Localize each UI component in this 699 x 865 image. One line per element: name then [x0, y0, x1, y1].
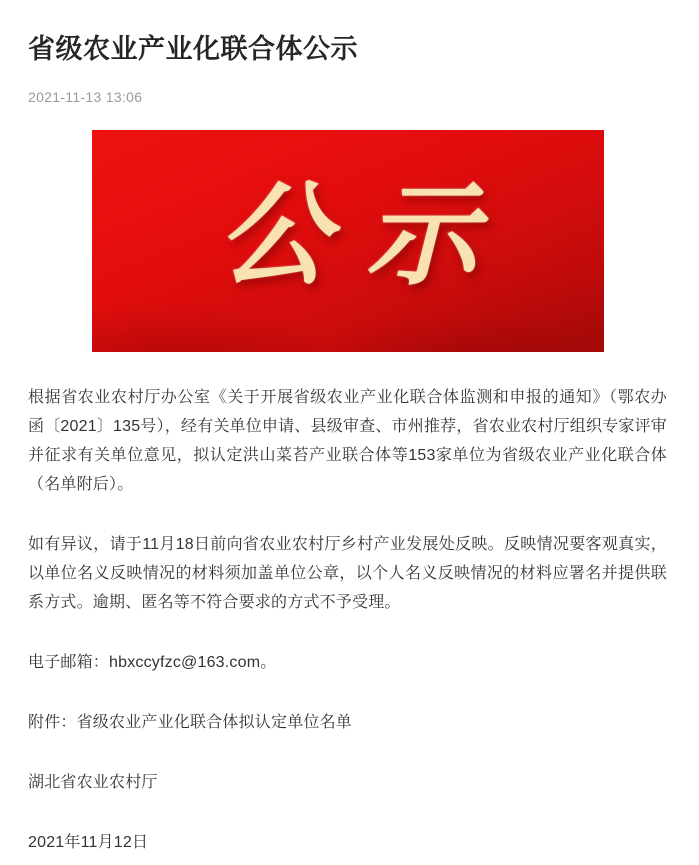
publish-time: 2021-11-13 13:06 — [28, 89, 143, 106]
paragraph-intro: 根据省农业农村厅办公室《关于开展省级农业产业化联合体监测和申报的通知》（鄂农办函〔2021〕135号），经有关单位申请、县级审查、市州推荐，省农业农村厅组织专家评审并征求有关单位意见，拟认定洪山菜苔产业联合体等153家单位为省级农业产业化联合体（名单附后）。 — [28, 389, 667, 494]
page-title: 省级农业产业化联合体公示 — [28, 34, 358, 64]
paragraph-email: 电子邮箱：hbxccyfzc@163.com。 — [28, 654, 277, 672]
paragraph-agency-signature: 湖北省农业农村厅 — [28, 774, 158, 792]
paragraph-objection: 如有异议，请于11月18日前向省农业农村厅乡村产业发展处反映。反映情况要客观真实，以单位名义反映情况的材料须加盖单位公章，以个人名义反映情况的材料应署名并提供联系方式。逾期、匿名等不符合要求的方式不予受理。 — [28, 536, 667, 612]
article-body — [28, 383, 667, 857]
notice-banner-image — [92, 130, 604, 352]
paragraph-issue-date: 2021年11月12日 — [28, 834, 149, 852]
banner-text: 公示 — [217, 173, 514, 299]
paragraph-attachment: 附件：省级农业产业化联合体拟认定单位名单 — [28, 714, 353, 732]
